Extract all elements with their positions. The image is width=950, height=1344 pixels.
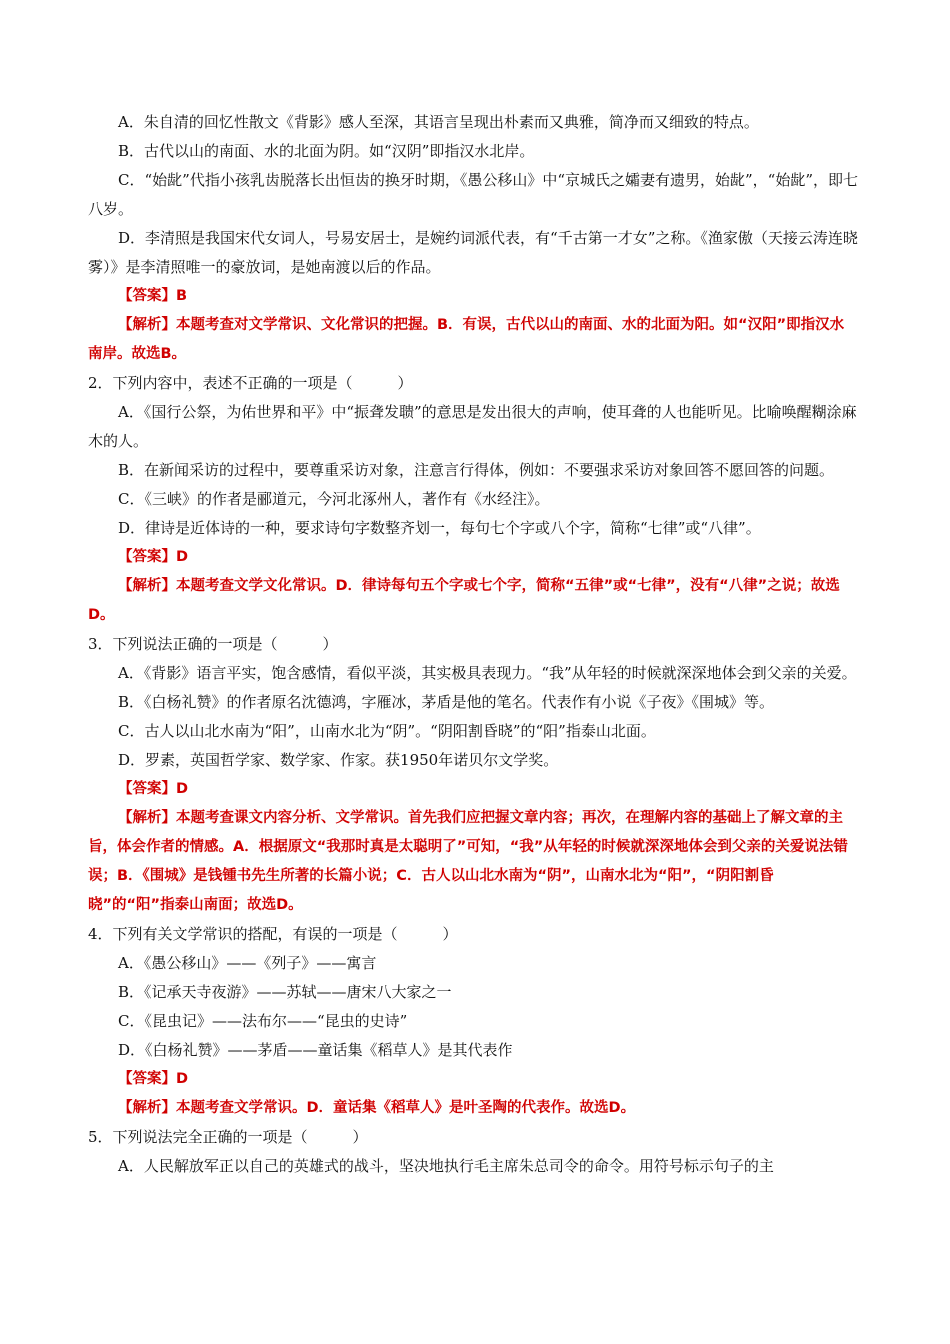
q3-option-c: C．古人以山北水南为“阳”，山南水北为“阴”。“阴阳割昏晓”的“阳”指泰山北面。 bbox=[118, 722, 656, 740]
q2-answer: 【答案】D bbox=[118, 549, 189, 565]
q3-explanation: 【解析】本题考查课文内容分析、文学常识。首先我们应把握文章内容；再次，在理解内容的基础上了解文章的主旨，体会作者的情感。A．根据原文“我那时真是太聪明了”可知，“我”从年轻的时候就深深地体会到父亲的关爱说法错误；B．《围城》是钱锺书先生所著的长篇小说；C．古人以山北水南为“阴”，山南水北为“阳”，“阴阳割昏晓”的“阳”指泰山南面；故选D。 bbox=[88, 810, 848, 913]
q2-option-b: B．在新闻采访的过程中，要尊重采访对象，注意言行得体，例如：不要强求采访对象回答不愿回答的问题。 bbox=[118, 461, 835, 479]
q5-option-a: A．人民解放军正以自己的英雄式的战斗，坚决地执行毛主席朱总司令的命令。用符号标示句子的主 bbox=[118, 1157, 774, 1175]
q5-stem: 5．下列说法完全正确的一项是（ ） bbox=[88, 1128, 368, 1146]
q3-option-b: B．《白杨礼赞》的作者原名沈德鸿，字雁冰，茅盾是他的笔名。代表作有小说《子夜》《围城》等。 bbox=[118, 693, 775, 711]
q1-option-b: B．古代以山的南面、水的北面为阴。如“汉阴”即指汉水北岸。 bbox=[118, 142, 535, 160]
q1-explanation: 【解析】本题考查对文学常识、文化常识的把握。B．有误，古代以山的南面、水的北面为阳。如“汉阳”即指汉水南岸。故选B。 bbox=[88, 317, 845, 362]
q3-option-d: D．罗素，英国哲学家、数学家、作家。获1950年诺贝尔文学奖。 bbox=[118, 751, 559, 769]
q2-stem: 2．下列内容中，表述不正确的一项是（ ） bbox=[88, 374, 413, 392]
q4-option-a: A．《愚公移山》——《列子》——寓言 bbox=[118, 954, 377, 972]
q1-option-a: A．朱自清的回忆性散文《背影》感人至深，其语言呈现出朴素而又典雅，简净而又细致的特点。 bbox=[118, 113, 759, 131]
q4-answer: 【答案】D bbox=[118, 1071, 189, 1087]
q1-answer: 【答案】B bbox=[118, 288, 188, 304]
q1-option-d: D．李清照是我国宋代女词人，号易安居士，是婉约词派代表，有“千古第一才女”之称。《渔家傲（天接云涛连晓雾）》是李清照唯一的豪放词，是她南渡以后的作品。 bbox=[88, 229, 858, 276]
q2-option-c: C．《三峡》的作者是郦道元，今河北涿州人，著作有《水经注》。 bbox=[118, 490, 550, 508]
q2-option-d: D．律诗是近体诗的一种，要求诗句字数整齐划一，每句七个字或八个字，简称“七律”或“八律”。 bbox=[118, 519, 761, 537]
document-page bbox=[88, 108, 858, 1181]
q4-stem: 4．下列有关文学常识的搭配，有误的一项是（ ） bbox=[88, 925, 458, 943]
q4-option-d: D．《白杨礼赞》——茅盾——童话集《稻草人》是其代表作 bbox=[118, 1041, 513, 1059]
q3-answer: 【答案】D bbox=[118, 781, 189, 797]
q4-explanation: 【解析】本题考查文学常识。D．童话集《稻草人》是叶圣陶的代表作。故选D。 bbox=[118, 1100, 636, 1116]
q4-option-b: B．《记承天寺夜游》——苏轼——唐宋八大家之一 bbox=[118, 983, 452, 1001]
q1-option-c: C．“始龀”代指小孩乳齿脱落长出恒齿的换牙时期，《愚公移山》中“京城氏之孀妻有遗男，始龀”，“始龀”，即七八岁。 bbox=[88, 171, 858, 218]
q2-explanation: 【解析】本题考查文学文化常识。D．律诗每句五个字或七个字，简称“五律”或“七律”，没有“八律”之说；故选D。 bbox=[88, 578, 840, 623]
q4-option-c: C．《昆虫记》——法布尔——“昆虫的史诗” bbox=[118, 1012, 408, 1030]
q3-stem: 3．下列说法正确的一项是（ ） bbox=[88, 635, 338, 653]
q3-option-a: A．《背影》语言平实，饱含感情，看似平淡，其实极具表现力。“我”从年轻的时候就深深地体会到父亲的关爱。 bbox=[118, 664, 857, 682]
q2-option-a: A．《国行公祭，为佑世界和平》中“振聋发聩”的意思是发出很大的声响，使耳聋的人也能听见。比喻唤醒糊涂麻木的人。 bbox=[88, 403, 857, 450]
